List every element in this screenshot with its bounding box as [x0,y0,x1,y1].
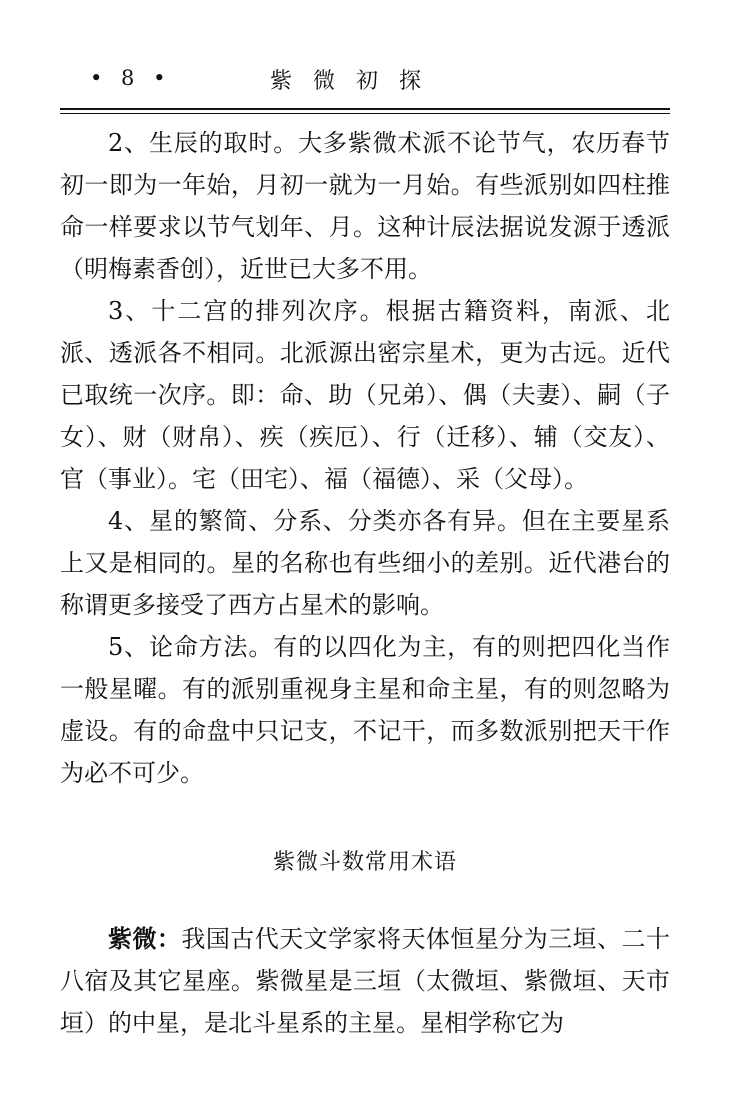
paragraph-twelve-palaces: 3、十二宫的排列次序。根据古籍资料，南派、北派、透派各不相同。北派源出密宗星术，更为古远。近代已取统一次序。即：命、助（兄弟）、偶（夫妻）、嗣（子女）、财（财帛）、疾（疾厄）、行（迁移）、辅（交友）、官（事业）。宅（田宅）、福（福德）、采（父母）。 [60,297,670,493]
page-header [60,60,670,108]
definition-text: 我国古代天文学家将天体恒星分为三垣、二十八宿及其它星座。紫微星是三垣（太微垣、紫微垣、天市垣）的中星，是北斗星系的主星。星相学称它为 [60,925,671,1037]
header-rule-thin [60,113,670,114]
paragraph-birth-hour: 2、生辰的取时。大多紫微术派不论节气，农历春节初一即为一年始，月初一就为一月始。有些派别如四柱推命一样要求以节气划年、月。这种计辰法据说发源于透派（明梅素香创），近世已大多不用。 [60,129,670,283]
running-title: 紫微初探 [270,69,443,94]
paragraph-stars: 4、星的繁简、分系、分类亦各有异。但在主要星系上又是相同的。星的名称也有些细小的差别。近代港台的称谓更多接受了西方占星术的影响。 [60,507,670,619]
section-heading: 紫微斗数常用术语 [272,850,457,875]
page-number: • 8 • [90,66,172,90]
book-page [60,60,670,1044]
body-text [60,122,670,1044]
term-definition [60,918,670,1044]
term-label: 紫微： [108,924,182,953]
header-rule-thick [60,108,670,110]
paragraph-methods: 5、论命方法。有的以四化为主，有的则把四化当作一般星曜。有的派别重视身主星和命主星，有的则忽略为虚设。有的命盘中只记支，不记干，而多数派别把天干作为必不可少。 [60,633,670,787]
